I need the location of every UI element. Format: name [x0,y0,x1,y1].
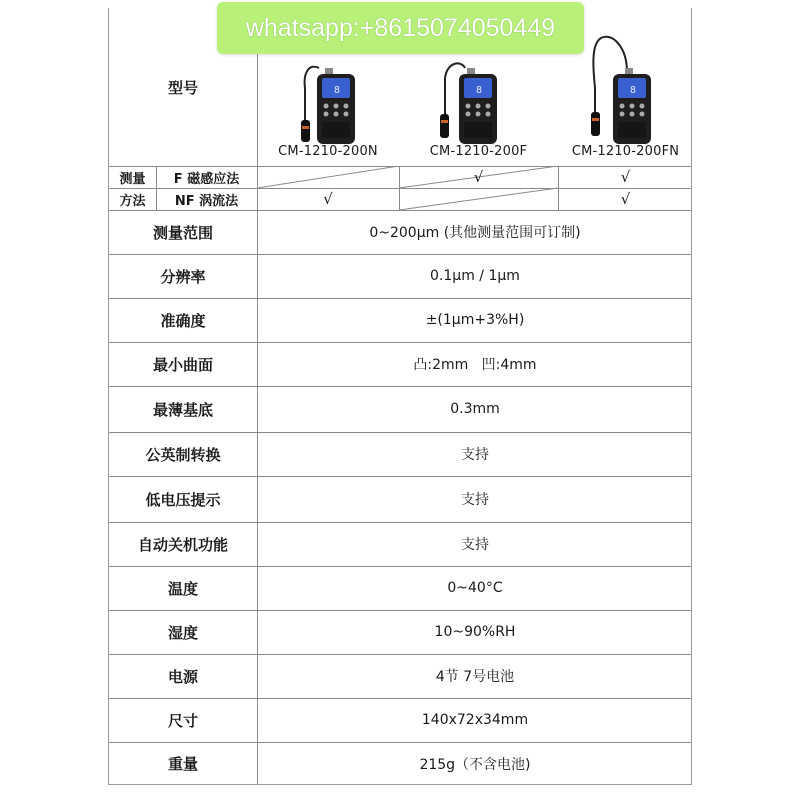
nf-method-label: NF 涡流法 [174,193,239,209]
device-200f-image [427,48,507,148]
spec-label-auto-off: 自动关机功能 [137,535,228,554]
check-mark-200fn-f: √ [620,168,631,186]
method-label-top: 测量 [119,171,146,187]
method-label-bottom: 方法 [119,193,146,209]
spec-value-humidity: 10~90%RH [434,624,516,640]
spec-value-unit-conversion: 支持 [461,447,489,463]
spec-label-resolution: 分辨率 [160,267,206,286]
spec-value-temperature: 0~40°C [447,580,503,596]
model-label: 型号 [167,78,198,97]
spec-value-min-curvature: 凸:2mm 凹:4mm [413,357,537,373]
spec-value-size: 140x72x34mm [421,712,529,728]
spec-label-size: 尺寸 [167,711,198,730]
f-method-label: F 磁感应法 [173,171,240,187]
spec-label-range: 测量范围 [152,223,213,242]
spec-label-min-curvature: 最小曲面 [152,355,213,374]
device-200fn-image [583,28,663,148]
check-mark-200f-f: √ [473,168,484,186]
spec-value-min-substrate: 0.3mm [450,401,500,417]
spec-label-accuracy: 准确度 [160,311,206,330]
svg-text:8: 8 [629,85,637,96]
spec-label-power: 电源 [167,667,198,686]
model-name-200n: CM-1210-200N [278,143,378,159]
spec-value-resolution: 0.1μm / 1μm [430,268,520,284]
whatsapp-watermark: whatsapp:+8615074050449 [217,2,584,54]
svg-text:8: 8 [475,85,483,96]
spec-label-weight: 重量 [167,755,198,773]
spec-value-range: 0~200μm (其他测量范围可订制) [369,225,581,241]
spec-label-humidity: 湿度 [167,623,198,642]
spec-value-accuracy: ±(1μm+3%H) [425,312,525,328]
spec-value-weight: 215g（不含电池) [419,756,531,773]
spec-label-temperature: 温度 [167,579,198,598]
spec-label-low-voltage: 低电压提示 [145,490,221,509]
check-mark-200fn-nf: √ [620,190,631,208]
spec-value-auto-off: 支持 [461,537,489,553]
spec-label-unit-conversion: 公英制转换 [145,445,221,464]
spec-label-min-substrate: 最薄基底 [152,400,213,419]
spec-value-power: 4节 7号电池 [435,669,515,685]
device-200n-image [289,48,369,148]
svg-text:8: 8 [333,85,341,96]
model-name-200fn: CM-1210-200FN [571,143,680,159]
spec-value-low-voltage: 支持 [461,492,489,508]
model-name-200f: CM-1210-200F [429,143,528,159]
spec-table [108,8,692,785]
check-mark-200n-nf: √ [323,190,333,208]
